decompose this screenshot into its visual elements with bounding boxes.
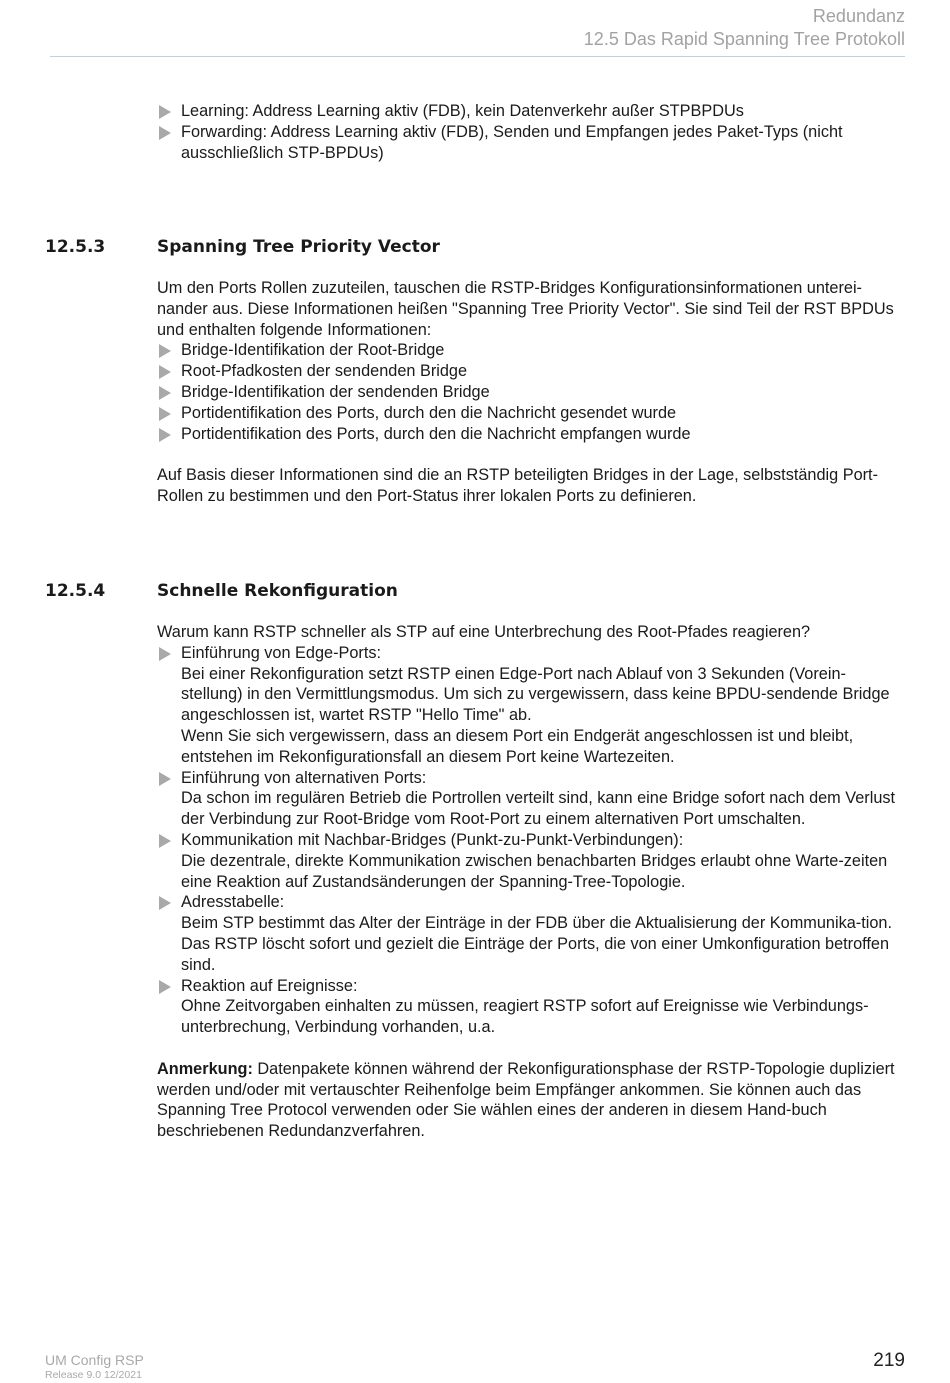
note-text: Datenpakete können während der Rekonfigurationsphase der RSTP-Topologie dupliziert werden und/oder mit vertauschter Reihenfolge beim Empfänger ankommen. Sie können auch das Spanning Tree Protocol verwenden oder Sie wählen eines der anderen in diesem Hand-buch beschriebenen Redundanzverfahren.: [157, 1059, 895, 1141]
section-number: 12.5.4: [45, 581, 106, 601]
section-number: 12.5.3: [45, 237, 106, 257]
list-item: Forwarding: Address Learning aktiv (FDB), Senden und Empfangen jedes Paket-Typs (nicht ausschließlich STP-BPDUs): [157, 122, 905, 164]
paragraph: Auf Basis dieser Informationen sind die an RSTP beteiligten Bridges in der Lage, selbstständig Port-Rollen zu bestimmen und den Port-Status ihrer lokalen Ports zu definieren.: [157, 466, 879, 505]
paragraph: Warum kann RSTP schneller als STP auf eine Unterbrechung des Root-Pfades reagieren?: [157, 623, 811, 641]
list-item: Root-Pfadkosten der sendenden Bridge: [157, 361, 905, 382]
triangle-bullet-icon: [159, 344, 171, 358]
triangle-bullet-icon: [159, 407, 171, 421]
triangle-bullet-icon: [159, 386, 171, 400]
footer-doc-title: UM Config RSP: [45, 1352, 144, 1368]
triangle-bullet-icon: [159, 365, 171, 379]
header-divider: [50, 56, 905, 57]
triangle-bullet-icon: [159, 834, 171, 848]
list-item: Learning: Address Learning aktiv (FDB), kein Datenverkehr außer STPBPDUs: [157, 101, 905, 122]
footer-document-info: [45, 1352, 144, 1382]
list-item: Portidentifikation des Ports, durch den die Nachricht empfangen wurde: [157, 424, 905, 445]
list-item: Bridge-Identifikation der Root-Bridge: [157, 340, 905, 361]
triangle-bullet-icon: [159, 126, 171, 140]
page-number: 219: [873, 1350, 905, 1371]
section-body-1253: [157, 278, 905, 507]
triangle-bullet-icon: [159, 428, 171, 442]
triangle-bullet-icon: [159, 980, 171, 994]
paragraph: Um den Ports Rollen zuzuteilen, tauschen die RSTP-Bridges Konfigurationsinformationen unterei-nander aus. Diese Informationen heißen "Spanning Tree Priority Vector". Sie sind Teil der RST BPDUs und enthalten folgende Informationen:: [157, 279, 894, 339]
footer-release: Release 9.0 12/2021: [45, 1369, 142, 1381]
list-item: Einführung von Edge-Ports: Bei einer Rekonfiguration setzt RSTP einen Edge-Port nach Ablauf von 3 Sekunden (Vorein-stellung) in den Vermittlungsmodus. Um sich zu vergewissern, dass keine BPDU-sendende Bridge angeschlossen ist, wartet RSTP "Hello Time" ab. Wenn Sie sich vergewissern, dass an diesem Port ein Endgerät angeschlossen ist und bleibt, entstehen im Rekonfigurationsfall an diesem Port keine Wartezeiten.: [157, 643, 905, 768]
note-label: Anmerkung:: [157, 1059, 253, 1078]
note-paragraph: [157, 1059, 905, 1142]
list-item: Bridge-Identifikation der sendenden Bridge: [157, 382, 905, 403]
top-bullet-list: [157, 101, 905, 163]
section-title: Spanning Tree Priority Vector: [157, 237, 440, 257]
list-item: Reaktion auf Ereignisse: Ohne Zeitvorgaben einhalten zu müssen, reagiert RSTP sofort auf Ereignisse wie Verbindungs-unterbrechung, Verbindung vorhanden, u.a.: [157, 976, 905, 1038]
list-item: Portidentifikation des Ports, durch den die Nachricht gesendet wurde: [157, 403, 905, 424]
header-chapter: Redundanz: [812, 6, 905, 26]
reconfiguration-list: [157, 643, 905, 1038]
list-item: Adresstabelle: Beim STP bestimmt das Alter der Einträge in der FDB über die Aktualisierung der Kommunika-tion. Das RSTP löscht sofort und gezielt die Einträge der Ports, die von einer Umkonfiguration betroffen sind.: [157, 892, 905, 975]
triangle-bullet-icon: [159, 105, 171, 119]
triangle-bullet-icon: [159, 896, 171, 910]
list-item: Kommunikation mit Nachbar-Bridges (Punkt-zu-Punkt-Verbindungen): Die dezentrale, direkte Kommunikation zwischen benachbarten Bridges erlaubt ohne Warte-zeiten eine Reaktion auf Zustandsänderungen der Spanning-Tree-Topologie.: [157, 830, 905, 892]
top-list-block: [157, 101, 905, 163]
section-body-1254: [157, 622, 905, 1142]
section-title: Schnelle Rekonfiguration: [157, 581, 398, 601]
list-item: Einführung von alternativen Ports: Da schon im regulären Betrieb die Portrollen verteilt sind, kann eine Bridge sofort nach dem Verlust der Verbindung zur Root-Bridge vom Root-Port zu einem alternativen Port umschalten.: [157, 768, 905, 830]
triangle-bullet-icon: [159, 647, 171, 661]
priority-vector-list: [157, 340, 905, 444]
header-section: 12.5 Das Rapid Spanning Tree Protokoll: [583, 29, 905, 49]
running-header: [584, 5, 905, 51]
triangle-bullet-icon: [159, 772, 171, 786]
